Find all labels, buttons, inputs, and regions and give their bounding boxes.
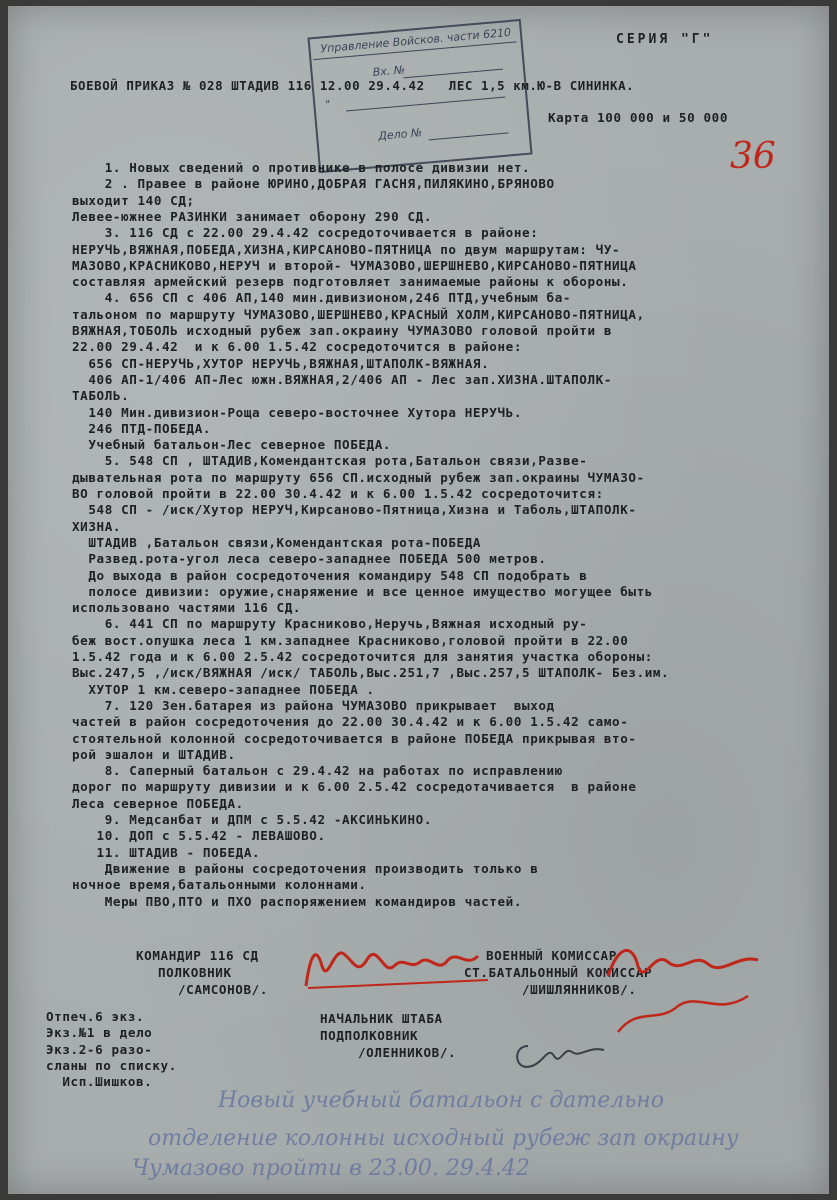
pencil-note-line-2: отделение колонны исходный рубеж зап окраину [148,1126,739,1151]
body-line: 2 . Правее в районе ЮРИНО,ДОБРАЯ ГАСНЯ,ПИЛЯКИНО,БРЯНОВО [72,176,555,192]
distribution-line: Отпеч.6 экз. [46,1009,145,1024]
distribution-line: сланы по списку. [46,1057,177,1073]
body-line: 5. 548 СП , ШТАДИВ,Комендантская рота,Батальон связи,Разве- [72,453,588,469]
stamp-line-date: " [324,97,332,112]
body-line: ВЯЖНАЯ,ТОБОЛЬ исходный рубеж зап.окраину ЧУМАЗОВО головой пройти в [72,323,613,338]
pencil-note-line-1: Новый учебный батальон с дательно [218,1088,664,1113]
body-line: ТАБОЛЬ. [72,388,130,404]
body-line: НЕРУЧЬ,ВЯЖНАЯ,ПОБЕДА,ХИЗНА,КИРСАНОВО-ПЯТНИЦА по двум маршрутам: ЧУ- [72,241,621,257]
body-line: 406 АП-1/406 АП-Лес южн.ВЯЖНАЯ,2/406 АП - Лес зап.ХИЗНА.ШТАПОЛК- [72,371,613,387]
body-line: 656 СП-НЕРУЧЬ,ХУТОР НЕРУЧЬ,ВЯЖНАЯ,ШТАПОЛК-ВЯЖНАЯ. [72,355,490,371]
body-line: стоятельной колонной сосредоточивается в районе ПОБЕДА прикрывая вто- [72,730,637,746]
distribution-line: Исп.Шишков. [46,1074,153,1090]
commander-rank: ПОЛКОВНИК [158,965,232,980]
body-line: дорог по маршруту дивизии и к 6.00 2.5.42 сосредотачивается в районе [72,779,637,795]
stamp-line-unit: Управление Войсков. части 6210 [319,25,512,56]
stamp-line-incoming: Вх. № [372,63,406,80]
body-line: Развед.рота-угол леса северо-западнее ПОБЕДА 500 метров. [72,551,547,567]
body-line: ХИЗНА. [72,518,122,534]
body-line: ВО головой пройти в 22.00 30.4.42 и к 6.00 1.5.42 сосредоточится: [72,486,604,501]
body-line: 1. Новых сведений о противнике в полосе дивизии нет. [72,160,531,175]
page-number-mark: 36 [730,136,776,177]
commander-name: /САМСОНОВ/. [178,982,269,997]
body-line: 1.5.42 года и к 6.00 2.5.42 сосредоточится для занятия участка обороны: [72,649,653,664]
body-line: тальоном по маршруту ЧУМАЗОВО,ШЕРШНЕВО,КРАСНЫЙ ХОЛМ,КИРСАНОВО-ПЯТНИЦА, [72,306,645,322]
body-line: 6. 441 СП по маршруту Красниково,Неручь,Вяжная исходный ру- [72,616,588,632]
body-line: Движение в районы сосредоточения производить только в [72,860,539,876]
body-line: 9. Медсанбат и ДПМ с 5.5.42 -АКСИНЬКИНО. [72,812,433,827]
distribution-line: Экз.№1 в дело [46,1025,153,1041]
body-line: ХУТОР 1 км.северо-западнее ПОБЕДА . [72,681,375,697]
series-label: СЕРИЯ "Г" [616,32,714,47]
body-line: дывательная рота по маршруту 656 СП.исходный рубеж зап.окраины ЧУМАЗО- [72,469,645,485]
body-line: полосе дивизии: оружие,снаряжение и все ценное имущество могущее быть [72,583,653,599]
commissar-name: /ШИШЛЯННИКОВ/. [522,982,637,997]
pencil-note-line-3: Чумазово пройти в 23.00. 29.4.42 [132,1156,530,1181]
chief-title: НАЧАЛЬНИК ШТАБА [320,1011,443,1026]
chief-name: /ОЛЕННИКОВ/. [358,1045,457,1060]
commissar-title: ВОЕННЫЙ КОМИССАР [486,948,617,963]
body-line: Меры ПВО,ПТО и ПХО распоряжением командиров частей. [72,893,523,909]
order-title: БОЕВОЙ ПРИКАЗ № 028 ШТАДИВ 116 12.00 29.4.42 ЛЕС 1,5 км.Ю-В СИНИНКА. [70,78,635,93]
body-line: МАЗОВО,КРАСНИКОВО,НЕРУЧ и второй- ЧУМАЗОВО,ШЕРШНЕВО,КИРСАНОВО-ПЯТНИЦА [72,257,637,273]
distribution-line: Экз.2-6 разо- [46,1041,153,1057]
commissar-signature [598,936,768,1046]
commander-title: КОМАНДИР 116 СД [136,948,259,963]
body-line: частей в район сосредоточения до 22.00 30.4.42 и к 6.00 1.5.42 само- [72,714,629,730]
chief-signature [508,1016,618,1076]
body-line: 10. ДОП с 5.5.42 - ЛЕВАШОВО. [72,828,326,844]
stamp-line-case: Дело № [377,125,423,143]
body-line: 246 ПТД-ПОБЕДА. [72,420,212,436]
chief-rank: ПОДПОЛКОВНИК [320,1028,419,1043]
body-line: 8. Саперный батальон с 29.4.42 на работах по исправлению [72,763,563,779]
body-line: 7. 120 Зен.батарея из района ЧУМАЗОВО прикрывает выход [72,697,555,713]
body-line: 4. 656 СП с 406 АП,140 мин.дивизионом,246 ПТД,учебным ба- [72,290,572,306]
map-reference: Карта 100 000 и 50 000 [548,110,729,125]
body-line: использовано частями 116 СД. [72,600,302,616]
body-line: Учебный батальон-Лес северное ПОБЕДА. [72,437,392,453]
body-line: 3. 116 СД с 22.00 29.4.42 сосредоточивается в районе: [72,225,539,241]
body-line: выходит 140 СД; [72,192,195,208]
body-line: 11. ШТАДИВ - ПОБЕДА. [72,844,261,860]
commissar-rank: СТ.БАТАЛЬОННЫЙ КОМИССАР [464,965,653,980]
body-line: Леса северное ПОБЕДА. [72,795,244,811]
body-line: составляя армейский резерв подготовляет занимаемые районы к обороны. [72,274,629,290]
body-line: 22.00 29.4.42 и к 6.00 1.5.42 сосредоточится в районе: [72,339,523,355]
body-line: беж вост.опушка леса 1 км.западнее Красниково,головой пройти в 22.00 [72,632,629,648]
body-line: рой эшалон и ШТАДИВ. [72,746,236,762]
registration-stamp [307,19,532,173]
body-line: До выхода в район сосредоточения командиру 548 СП подобрать в [72,567,588,583]
body-line: ШТАДИВ ,Батальон связи,Комендантская рота-ПОБЕДА [72,534,482,550]
body-line: 140 Мин.дивизион-Роща северо-восточнее Хутора НЕРУЧЬ. [72,404,523,420]
commander-signature [298,936,498,996]
body-line: 548 СП - /иск/Хутор НЕРУЧ,Кирсаново-Пятница,Хизна и Таболь,ШТАПОЛК- [72,502,637,518]
document-page [8,6,829,1194]
body-line: ночное время,батальонными колоннами. [72,877,367,893]
body-line: Выс.247,5 ,/иск/ВЯЖНАЯ /иск/ ТАБОЛЬ,Выс.251,7 ,Выс.257,5 ШТАПОЛК- Без.им. [72,665,670,681]
body-line: Левее-южнее РАЗИНКИ занимает оборону 290 СД. [72,208,433,224]
